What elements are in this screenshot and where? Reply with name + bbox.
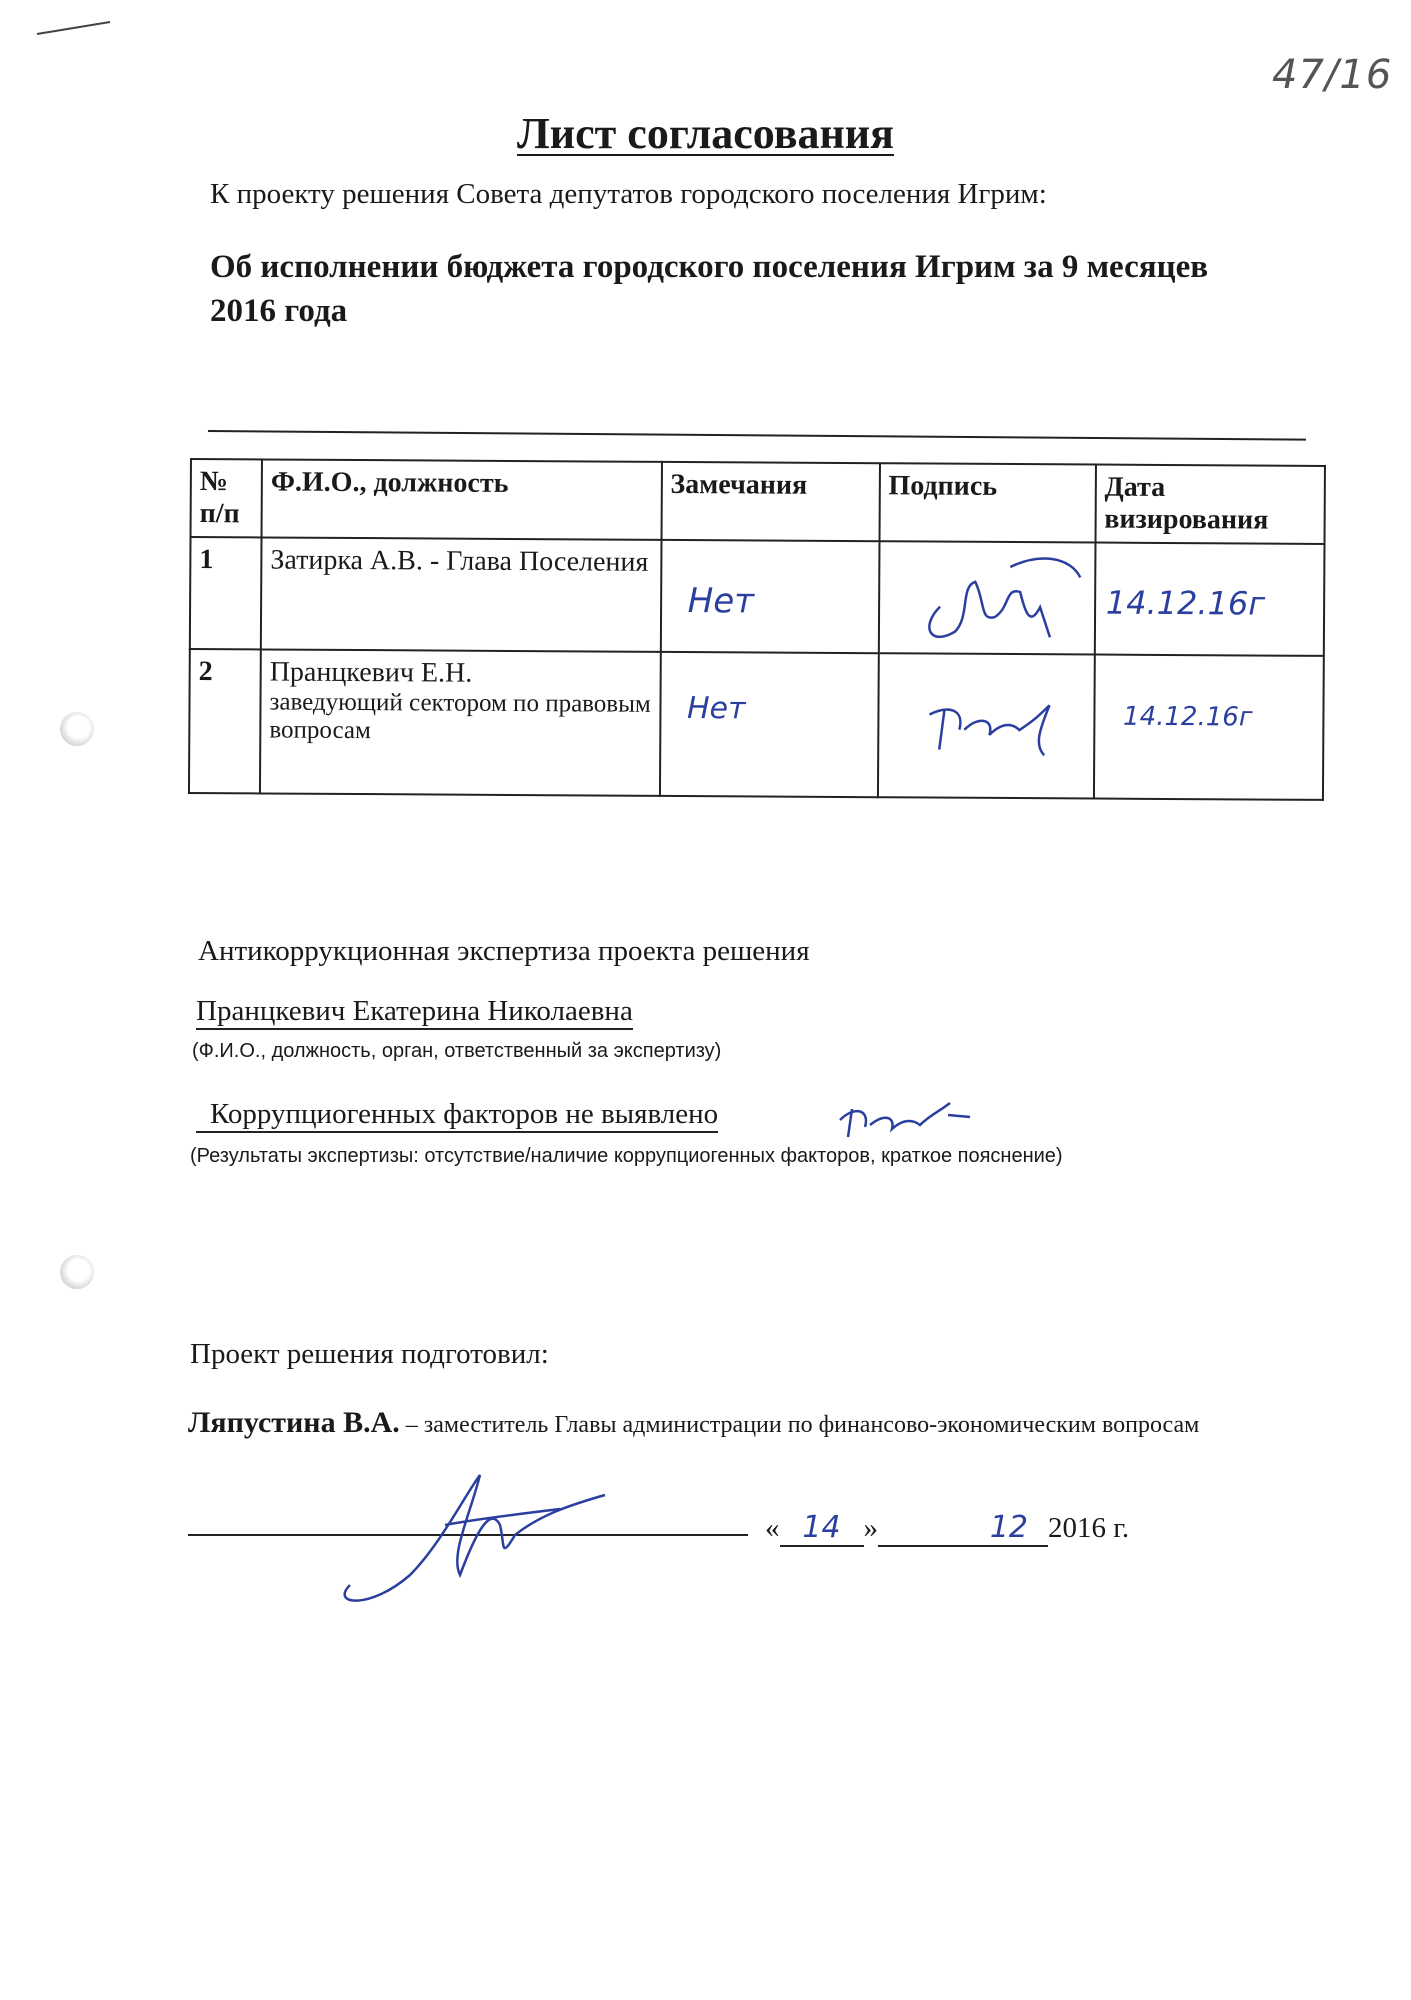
page-title	[0, 108, 1411, 159]
expertise-result	[196, 1098, 718, 1133]
row-date	[1094, 655, 1324, 800]
prepared-heading: Проект решения подготовил:	[190, 1338, 549, 1370]
row-remarks-text: Нет	[686, 691, 746, 727]
row-signature	[878, 653, 1095, 798]
row-date	[1094, 543, 1324, 656]
row-num: 1	[190, 537, 262, 649]
date-year: 2016 г.	[1048, 1512, 1130, 1544]
date-month: 12	[878, 1510, 1048, 1547]
scan-corner-mark	[35, 18, 115, 38]
page-title-text: Лист согласования	[517, 109, 894, 158]
header-signature: Подпись	[879, 463, 1096, 542]
expert-caption: (Ф.И.О., должность, орган, ответственный за экспертизу)	[192, 1040, 722, 1062]
expert-signature	[830, 1085, 980, 1145]
expert-name: Пранцкевич Екатерина Николаевна	[196, 995, 633, 1030]
prepared-name: Ляпустина В.А.	[188, 1406, 400, 1439]
row-remarks	[660, 652, 879, 797]
row-remarks-text: Нет	[687, 581, 755, 622]
row-name-text: Пранцкевич Е.Н.	[269, 656, 473, 689]
row-name-text: Затирка А.В. - Глава Поселения	[270, 544, 649, 578]
signature-mark	[899, 546, 1100, 647]
topic-divider	[208, 430, 1306, 441]
row-position-text: заведующий сектором по правовым вопросам	[269, 688, 651, 745]
document-number: 47/16	[1272, 52, 1393, 98]
table-header-row	[191, 459, 1325, 544]
row-date-text: 14.12.16г	[1123, 701, 1253, 733]
header-remarks: Замечания	[661, 462, 880, 541]
header-date: Дата визирования	[1095, 465, 1325, 544]
row-name	[261, 537, 661, 651]
decision-topic: Об исполнении бюджета городского поселения Игрим за 9 месяцев 2016 года	[210, 249, 1209, 329]
row-date-text: 14.12.16г	[1105, 583, 1266, 623]
row-signature	[878, 541, 1095, 654]
prepared-position: – заместитель Главы администрации по финансово-экономическим вопросам	[399, 1412, 1200, 1438]
approval-table	[188, 458, 1326, 801]
header-name: Ф.И.О., должность	[262, 459, 662, 539]
expertise-result-caption: (Результаты экспертизы: отсутствие/наличие коррупциогенных факторов, краткое пояснение)	[190, 1145, 1063, 1167]
row-name	[260, 649, 660, 795]
signature-mark	[909, 674, 1110, 775]
row-remarks	[660, 540, 879, 653]
row-num: 2	[189, 649, 261, 793]
prepared-by	[188, 1408, 1308, 1440]
table-row	[189, 649, 1324, 800]
subtitle: К проекту решения Совета депутатов городского поселения Игрим:	[210, 178, 1047, 210]
date-day: 14	[780, 1510, 864, 1547]
expertise-result-text: Коррупциогенных факторов не выявлено	[210, 1098, 719, 1130]
preparer-signature	[330, 1465, 620, 1610]
anticorruption-heading: Антикоррукционная экспертиза проекта решения	[198, 935, 810, 967]
punch-hole-top	[60, 712, 94, 746]
table-row	[190, 537, 1325, 656]
punch-hole-bottom	[60, 1255, 94, 1289]
header-num: № п/п	[191, 459, 263, 537]
signing-date: « 14 » 12 2016 г.	[765, 1510, 1130, 1545]
